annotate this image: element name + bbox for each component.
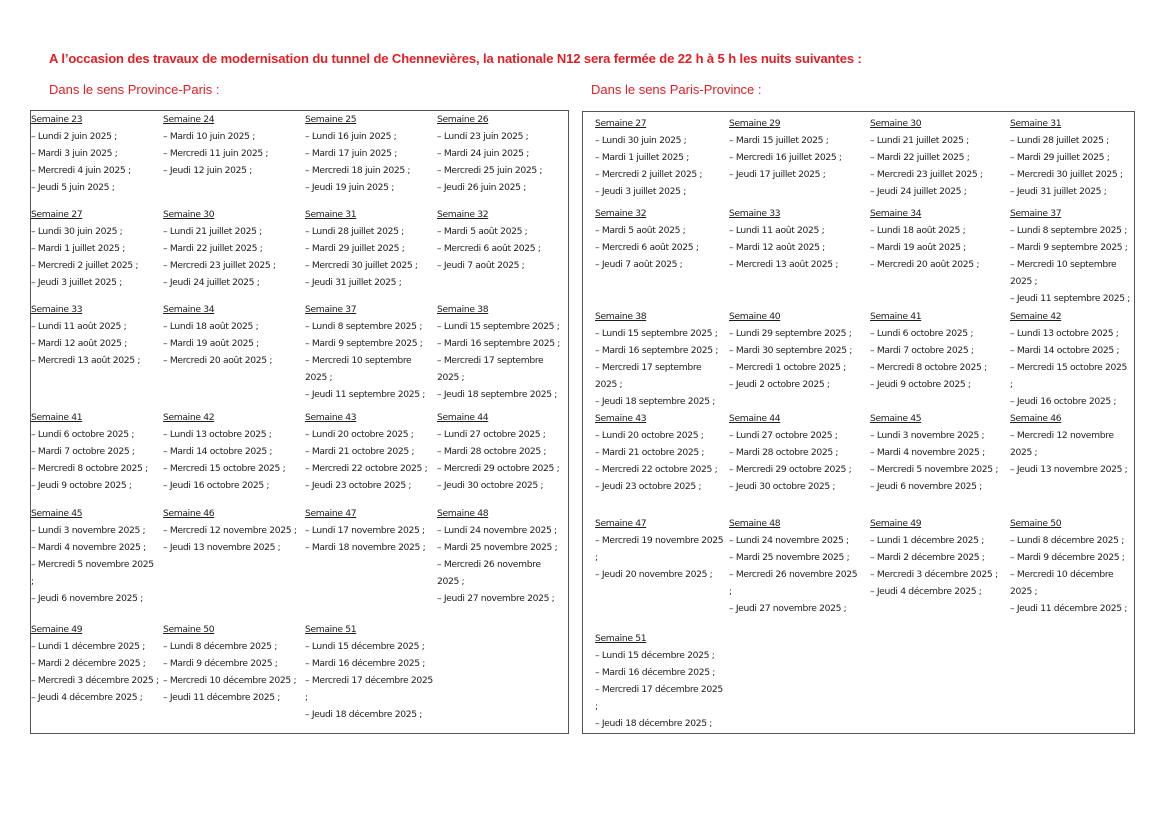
closure-night: – Mardi 16 septembre 2025 ; — [595, 345, 719, 356]
week-block — [870, 308, 1000, 393]
closure-night: – Mardi 12 août 2025 ; — [729, 242, 825, 253]
closure-night: – Mardi 12 août 2025 ; — [31, 338, 127, 349]
closure-night: – Jeudi 7 août 2025 ; — [437, 260, 525, 271]
week-title: Semaine 47 — [595, 518, 647, 529]
closure-night: – Mercredi 17 décembre 2025 ; — [595, 684, 723, 712]
closure-night: – Jeudi 5 juin 2025 ; — [31, 182, 115, 193]
closure-night: – Jeudi 7 août 2025 ; — [595, 259, 683, 270]
week-title: Semaine 44 — [437, 412, 489, 423]
week-title: Semaine 41 — [870, 311, 922, 322]
closure-night: – Jeudi 4 décembre 2025 ; — [31, 692, 143, 703]
closure-night: – Jeudi 26 juin 2025 ; — [437, 182, 526, 193]
closure-night: – Jeudi 19 juin 2025 ; — [305, 182, 394, 193]
week-block — [31, 111, 159, 196]
closure-night: – Jeudi 18 décembre 2025 ; — [305, 709, 423, 720]
closure-night: – Mercredi 19 novembre 2025 ; — [595, 535, 724, 563]
closure-night: – Mardi 22 juillet 2025 ; — [163, 243, 263, 254]
week-block — [31, 621, 159, 706]
week-block — [729, 115, 859, 183]
closure-night: – Jeudi 23 octobre 2025 ; — [305, 480, 412, 491]
closure-night: – Jeudi 11 septembre 2025 ; — [1010, 293, 1131, 304]
closure-night: – Jeudi 27 novembre 2025 ; — [729, 603, 847, 614]
closure-night: – Lundi 27 octobre 2025 ; — [437, 429, 546, 440]
closure-night: – Mercredi 15 octobre 2025 ; — [163, 463, 286, 474]
closure-night: – Mercredi 6 août 2025 ; — [595, 242, 699, 253]
closure-night: – Mardi 7 octobre 2025 ; — [870, 345, 974, 356]
closure-night: – Mercredi 29 octobre 2025 ; — [437, 463, 560, 474]
closure-night: – Mardi 7 octobre 2025 ; — [31, 446, 135, 457]
week-title: Semaine 40 — [729, 311, 781, 322]
closure-night: – Jeudi 31 juillet 2025 ; — [1010, 186, 1107, 197]
week-title: Semaine 31 — [1010, 118, 1062, 129]
week-title: Semaine 38 — [595, 311, 647, 322]
week-block — [305, 111, 433, 196]
closure-night: – Mardi 9 septembre 2025 ; — [305, 338, 423, 349]
week-title: Semaine 48 — [729, 518, 781, 529]
closure-night: – Mardi 1 juillet 2025 ; — [31, 243, 125, 254]
closure-night: – Mardi 30 septembre 2025 ; — [729, 345, 853, 356]
closure-night: – Mardi 25 novembre 2025 ; — [729, 552, 850, 563]
closure-night: – Mardi 14 octobre 2025 ; — [163, 446, 273, 457]
week-block — [595, 308, 725, 410]
closure-night: – Lundi 3 novembre 2025 ; — [31, 525, 146, 536]
closure-night: – Mardi 16 septembre 2025 ; — [437, 338, 561, 349]
week-title: Semaine 25 — [305, 114, 357, 125]
closure-night: – Lundi 8 décembre 2025 ; — [1010, 535, 1124, 546]
week-title: Semaine 34 — [870, 208, 922, 219]
closure-night: – Lundi 1 décembre 2025 ; — [870, 535, 984, 546]
closure-night: – Mercredi 30 juillet 2025 ; — [305, 260, 418, 271]
closure-night: – Lundi 15 septembre 2025 ; — [595, 328, 718, 339]
closure-night: – Mercredi 20 août 2025 ; — [870, 259, 980, 270]
closure-night: – Jeudi 6 novembre 2025 ; — [870, 481, 982, 492]
week-block — [729, 205, 859, 273]
closure-night: – Mercredi 16 juillet 2025 ; — [729, 152, 842, 163]
week-block — [595, 630, 725, 732]
week-block — [305, 505, 433, 556]
week-block — [595, 410, 725, 495]
week-title: Semaine 43 — [595, 413, 647, 424]
week-block — [163, 505, 301, 556]
closure-night: – Mercredi 10 septembre 2025 ; — [1010, 259, 1117, 287]
week-title: Semaine 30 — [870, 118, 922, 129]
week-title: Semaine 34 — [163, 304, 215, 315]
week-block — [595, 515, 725, 583]
week-title: Semaine 41 — [31, 412, 83, 423]
closure-night: – Mercredi 1 octobre 2025 ; — [729, 362, 846, 373]
week-title: Semaine 51 — [305, 624, 357, 635]
week-block — [163, 206, 301, 291]
closure-night: – Mardi 19 août 2025 ; — [163, 338, 259, 349]
closure-night: – Mardi 17 juin 2025 ; — [305, 148, 397, 159]
week-block — [31, 505, 159, 607]
closure-night: – Lundi 17 novembre 2025 ; — [305, 525, 425, 536]
closure-night: – Jeudi 31 juillet 2025 ; — [305, 277, 402, 288]
closure-night: – Mercredi 15 octobre 2025 ; — [1010, 362, 1128, 390]
closure-night: – Mercredi 3 décembre 2025 ; — [31, 675, 159, 686]
closure-night: – Lundi 6 octobre 2025 ; — [31, 429, 135, 440]
closure-night: – Mercredi 12 novembre 2025 ; — [163, 525, 297, 536]
closure-night: – Lundi 18 août 2025 ; — [163, 321, 259, 332]
week-block — [729, 515, 859, 617]
week-block — [31, 206, 159, 291]
closure-night: – Mardi 2 décembre 2025 ; — [31, 658, 146, 669]
closure-night: – Mercredi 8 octobre 2025 ; — [870, 362, 987, 373]
closure-night: – Jeudi 2 octobre 2025 ; — [729, 379, 830, 390]
direction-label-paris-province: Dans le sens Paris-Province : — [591, 82, 762, 97]
closure-night: – Lundi 6 octobre 2025 ; — [870, 328, 974, 339]
closure-night: – Mardi 5 août 2025 ; — [437, 226, 528, 237]
closure-night: – Lundi 8 septembre 2025 ; — [305, 321, 422, 332]
closure-night: – Mardi 10 juin 2025 ; — [163, 131, 255, 142]
closure-night: – Lundi 20 octobre 2025 ; — [595, 430, 704, 441]
week-title: Semaine 33 — [729, 208, 781, 219]
week-block — [1010, 115, 1132, 200]
closure-night: – Mercredi 23 juillet 2025 ; — [870, 169, 983, 180]
closure-night: – Lundi 2 juin 2025 ; — [31, 131, 117, 142]
week-title: Semaine 27 — [595, 118, 647, 129]
week-block — [163, 111, 301, 179]
closure-night: – Mercredi 5 novembre 2025 ; — [870, 464, 999, 475]
closure-night: – Jeudi 23 octobre 2025 ; — [595, 481, 702, 492]
closure-night: – Mercredi 2 juillet 2025 ; — [31, 260, 139, 271]
closure-night: – Mercredi 12 novembre 2025 ; — [1010, 430, 1114, 458]
closure-night: – Mardi 1 juillet 2025 ; — [595, 152, 689, 163]
closure-night: – Mardi 4 novembre 2025 ; — [870, 447, 985, 458]
closure-night: – Jeudi 11 septembre 2025 ; — [305, 389, 426, 400]
week-block — [31, 409, 159, 494]
closure-night: – Lundi 28 juillet 2025 ; — [305, 226, 404, 237]
closure-night: – Lundi 11 août 2025 ; — [31, 321, 127, 332]
direction-label-province-paris: Dans le sens Province-Paris : — [49, 82, 220, 97]
week-block — [870, 115, 1000, 200]
closure-night: – Lundi 23 juin 2025 ; — [437, 131, 529, 142]
schedule-panel-province-paris — [30, 110, 569, 734]
closure-night: – Jeudi 9 octobre 2025 ; — [870, 379, 971, 390]
closure-night: – Mercredi 10 décembre 2025 ; — [163, 675, 297, 686]
week-block — [1010, 308, 1132, 410]
closure-night: – Mercredi 8 octobre 2025 ; — [31, 463, 148, 474]
week-title: Semaine 44 — [729, 413, 781, 424]
closure-night: – Lundi 30 juin 2025 ; — [31, 226, 123, 237]
closure-night: – Jeudi 24 juillet 2025 ; — [163, 277, 260, 288]
closure-night: – Lundi 28 juillet 2025 ; — [1010, 135, 1109, 146]
closure-night: – Mardi 2 décembre 2025 ; — [870, 552, 985, 563]
week-title: Semaine 23 — [31, 114, 83, 125]
week-block — [595, 205, 725, 273]
closure-night: – Mercredi 22 octobre 2025 ; — [305, 463, 428, 474]
closure-night: – Mercredi 10 décembre 2025 ; — [1010, 569, 1114, 597]
week-title: Semaine 50 — [1010, 518, 1062, 529]
week-block — [31, 301, 159, 369]
closure-night: – Mardi 4 novembre 2025 ; — [31, 542, 146, 553]
closure-night: – Jeudi 16 octobre 2025 ; — [163, 480, 270, 491]
week-title: Semaine 38 — [437, 304, 489, 315]
closure-night: – Lundi 21 juillet 2025 ; — [870, 135, 969, 146]
closure-night: – Mardi 16 décembre 2025 ; — [305, 658, 426, 669]
closure-night: – Lundi 1 décembre 2025 ; — [31, 641, 145, 652]
closure-night: – Mercredi 23 juillet 2025 ; — [163, 260, 276, 271]
closure-night: – Lundi 15 septembre 2025 ; — [437, 321, 560, 332]
closure-night: – Mardi 3 juin 2025 ; — [31, 148, 118, 159]
closure-night: – Lundi 30 juin 2025 ; — [595, 135, 687, 146]
week-block — [437, 206, 565, 274]
closure-night: – Jeudi 18 septembre 2025 ; — [595, 396, 716, 407]
closure-night: – Lundi 24 novembre 2025 ; — [437, 525, 557, 536]
closure-night: – Mercredi 29 octobre 2025 ; — [729, 464, 852, 475]
closure-night: – Lundi 13 octobre 2025 ; — [163, 429, 272, 440]
closure-night: – Mardi 9 septembre 2025 ; — [1010, 242, 1128, 253]
closure-night: – Jeudi 30 octobre 2025 ; — [437, 480, 544, 491]
closure-night: – Lundi 16 juin 2025 ; — [305, 131, 397, 142]
closure-night: – Mardi 21 octobre 2025 ; — [305, 446, 415, 457]
week-block — [729, 410, 859, 495]
closure-night: – Lundi 29 septembre 2025 ; — [729, 328, 852, 339]
closure-night: – Mercredi 13 août 2025 ; — [729, 259, 839, 270]
week-block — [163, 621, 301, 706]
closure-night: – Mardi 24 juin 2025 ; — [437, 148, 529, 159]
week-block — [163, 409, 301, 494]
week-title: Semaine 46 — [163, 508, 215, 519]
week-title: Semaine 45 — [31, 508, 83, 519]
week-title: Semaine 29 — [729, 118, 781, 129]
week-title: Semaine 42 — [1010, 311, 1062, 322]
closure-night: – Mercredi 13 août 2025 ; — [31, 355, 141, 366]
closure-night: – Jeudi 18 septembre 2025 ; — [437, 389, 558, 400]
closure-night: – Lundi 11 août 2025 ; — [729, 225, 825, 236]
closure-night: – Lundi 13 octobre 2025 ; — [1010, 328, 1119, 339]
closure-night: – Mardi 16 décembre 2025 ; — [595, 667, 716, 678]
closure-night: – Mercredi 30 juillet 2025 ; — [1010, 169, 1123, 180]
closure-night: – Mardi 29 juillet 2025 ; — [305, 243, 405, 254]
week-block — [305, 301, 433, 403]
week-block — [1010, 515, 1132, 617]
closure-night: – Mercredi 3 décembre 2025 ; — [870, 569, 998, 580]
closure-night: – Mardi 5 août 2025 ; — [595, 225, 686, 236]
week-block — [870, 515, 1000, 600]
closure-night: – Jeudi 20 novembre 2025 ; — [595, 569, 713, 580]
week-title: Semaine 50 — [163, 624, 215, 635]
closure-night: – Mardi 25 novembre 2025 ; — [437, 542, 558, 553]
closure-night: – Jeudi 18 décembre 2025 ; — [595, 718, 713, 729]
closure-night: – Lundi 15 décembre 2025 ; — [595, 650, 715, 661]
closure-night: – Lundi 8 septembre 2025 ; — [1010, 225, 1127, 236]
week-block — [1010, 205, 1132, 307]
closure-night: – Jeudi 24 juillet 2025 ; — [870, 186, 967, 197]
closure-night: – Mercredi 10 septembre 2025 ; — [305, 355, 412, 383]
closure-night: – Mercredi 20 août 2025 ; — [163, 355, 273, 366]
week-block — [305, 409, 433, 494]
week-title: Semaine 32 — [437, 209, 489, 220]
week-title: Semaine 31 — [305, 209, 357, 220]
week-title: Semaine 47 — [305, 508, 357, 519]
week-title: Semaine 45 — [870, 413, 922, 424]
page-title: A l’occasion des travaux de modernisation du tunnel de Chennevières, la nationale N12 sera fermée de 22 h à 5 h les nuits suivantes : — [49, 51, 862, 66]
week-title: Semaine 32 — [595, 208, 647, 219]
week-title: Semaine 49 — [870, 518, 922, 529]
week-block — [305, 621, 433, 723]
week-block — [870, 205, 1000, 273]
closure-night: – Mercredi 4 juin 2025 ; — [31, 165, 131, 176]
closure-night: – Mercredi 26 novembre 2025 ; — [729, 569, 858, 597]
closure-night: – Mardi 28 octobre 2025 ; — [437, 446, 547, 457]
week-block — [437, 505, 565, 607]
closure-night: – Mercredi 5 novembre 2025 ; — [31, 559, 154, 587]
closure-night: – Mardi 9 décembre 2025 ; — [1010, 552, 1125, 563]
closure-night: – Mardi 22 juillet 2025 ; — [870, 152, 970, 163]
closure-night: – Mercredi 6 août 2025 ; — [437, 243, 541, 254]
closure-night: – Mercredi 17 septembre 2025 ; — [595, 362, 702, 390]
closure-night: – Mardi 18 novembre 2025 ; — [305, 542, 426, 553]
week-title: Semaine 49 — [31, 624, 83, 635]
closure-night: – Mardi 21 octobre 2025 ; — [595, 447, 705, 458]
closure-night: – Jeudi 3 juillet 2025 ; — [31, 277, 122, 288]
week-title: Semaine 51 — [595, 633, 647, 644]
week-block — [437, 111, 565, 196]
closure-night: – Mardi 29 juillet 2025 ; — [1010, 152, 1110, 163]
week-block — [437, 301, 565, 403]
closure-night: – Jeudi 16 octobre 2025 ; — [1010, 396, 1117, 407]
week-block — [305, 206, 433, 291]
closure-night: – Jeudi 30 octobre 2025 ; — [729, 481, 836, 492]
schedule-panel-paris-province — [582, 111, 1135, 734]
closure-night: – Mardi 14 octobre 2025 ; — [1010, 345, 1120, 356]
closure-night: – Mercredi 17 décembre 2025 ; — [305, 675, 433, 703]
closure-night: – Mercredi 26 novembre 2025 ; — [437, 559, 541, 587]
closure-night: – Jeudi 11 décembre 2025 ; — [163, 692, 281, 703]
closure-night: – Mercredi 18 juin 2025 ; — [305, 165, 411, 176]
week-title: Semaine 37 — [1010, 208, 1062, 219]
week-block — [729, 308, 859, 393]
week-title: Semaine 27 — [31, 209, 83, 220]
week-title: Semaine 46 — [1010, 413, 1062, 424]
closure-night: – Jeudi 13 novembre 2025 ; — [1010, 464, 1128, 475]
closure-night: – Mardi 9 décembre 2025 ; — [163, 658, 278, 669]
week-title: Semaine 42 — [163, 412, 215, 423]
week-title: Semaine 33 — [31, 304, 83, 315]
closure-night: – Mercredi 11 juin 2025 ; — [163, 148, 269, 159]
closure-night: – Mardi 28 octobre 2025 ; — [729, 447, 839, 458]
closure-night: – Lundi 15 décembre 2025 ; — [305, 641, 425, 652]
closure-night: – Jeudi 11 décembre 2025 ; — [1010, 603, 1128, 614]
closure-night: – Mercredi 22 octobre 2025 ; — [595, 464, 718, 475]
closure-night: – Jeudi 17 juillet 2025 ; — [729, 169, 826, 180]
closure-night: – Jeudi 13 novembre 2025 ; — [163, 542, 281, 553]
week-title: Semaine 24 — [163, 114, 215, 125]
week-block — [595, 115, 725, 200]
closure-night: – Jeudi 9 octobre 2025 ; — [31, 480, 132, 491]
closure-night: – Jeudi 12 juin 2025 ; — [163, 165, 252, 176]
closure-night: – Jeudi 27 novembre 2025 ; — [437, 593, 555, 604]
week-title: Semaine 37 — [305, 304, 357, 315]
closure-night: – Mercredi 25 juin 2025 ; — [437, 165, 543, 176]
closure-night: – Jeudi 4 décembre 2025 ; — [870, 586, 982, 597]
closure-night: – Mercredi 17 septembre 2025 ; — [437, 355, 544, 383]
closure-night: – Jeudi 6 novembre 2025 ; — [31, 593, 143, 604]
closure-night: – Jeudi 3 juillet 2025 ; — [595, 186, 686, 197]
week-block — [870, 410, 1000, 495]
closure-night: – Lundi 8 décembre 2025 ; — [163, 641, 277, 652]
week-title: Semaine 30 — [163, 209, 215, 220]
closure-night: – Lundi 20 octobre 2025 ; — [305, 429, 414, 440]
closure-night: – Lundi 27 octobre 2025 ; — [729, 430, 838, 441]
week-title: Semaine 26 — [437, 114, 489, 125]
closure-night: – Mardi 15 juillet 2025 ; — [729, 135, 829, 146]
week-block — [163, 301, 301, 369]
week-block — [1010, 410, 1132, 478]
week-title: Semaine 48 — [437, 508, 489, 519]
closure-night: – Lundi 24 novembre 2025 ; — [729, 535, 849, 546]
week-title: Semaine 43 — [305, 412, 357, 423]
closure-night: – Lundi 3 novembre 2025 ; — [870, 430, 985, 441]
closure-night: – Mardi 19 août 2025 ; — [870, 242, 966, 253]
closure-night: – Lundi 18 août 2025 ; — [870, 225, 966, 236]
closure-night: – Mercredi 2 juillet 2025 ; — [595, 169, 703, 180]
week-block — [437, 409, 565, 494]
closure-night: – Lundi 21 juillet 2025 ; — [163, 226, 262, 237]
